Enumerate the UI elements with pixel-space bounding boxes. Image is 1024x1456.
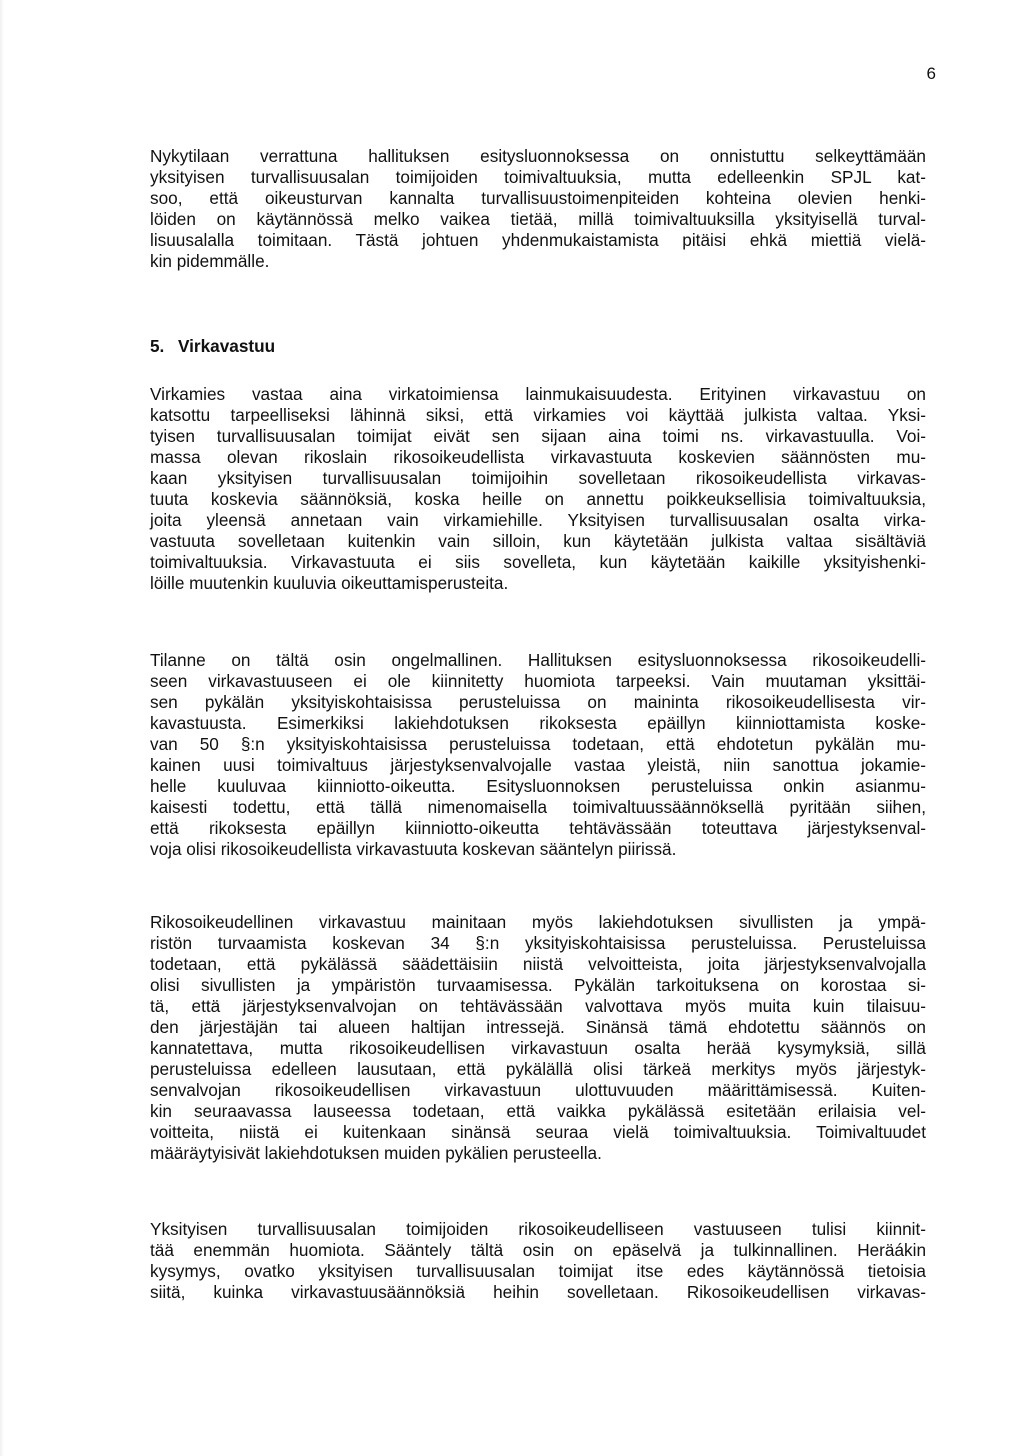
paragraph-line: kaan yksityisen turvallisuusalan toimijoihin sovelletaan rikosoikeudellista virkavas- — [150, 468, 926, 488]
paragraph-line: kin pidemmälle. — [150, 251, 270, 271]
paragraph-line: sen pykälän yksityiskohtaisissa perusteluissa on maininta rikosoikeudellisesta vir- — [150, 692, 926, 712]
paragraph-line: lisuusalalla toimitaan. Tästä johtuen yhdenmukaistamista pitäisi ehkä miettiä vielä- — [150, 230, 926, 250]
paragraph-line: tää enemmän huomiota. Sääntely tältä osin on epäselvä ja tulkinnallinen. Heräákin — [150, 1240, 926, 1260]
paragraph-line: olisi sivullisten ja ympäristön turvaamisessa. Pykälän tarkoituksena on korostaa si- — [150, 975, 926, 995]
scan-edge — [0, 0, 4, 1456]
paragraph-line: helle kuuluvaa kiinniotto-oikeutta. Esitysluonnoksen perusteluissa onkin asianmu- — [150, 776, 926, 796]
paragraph-line: joita yleensä annetaan vain virkamiehille. Yksityisen turvallisuusalan osalta virka- — [150, 510, 926, 530]
paragraph-line: tuuta koskevia säännöksiä, koska heille on annettu poikkeuksellisia toimivaltuuksia, — [150, 489, 926, 509]
paragraph-2 — [150, 384, 926, 594]
paragraph-line: katsottu tarpeelliseksi lähinnä siksi, että virkamies voi käyttää julkista valtaa. Yksi- — [150, 405, 926, 425]
paragraph-line: että rikoksesta epäillyn kiinniotto-oikeutta tehtävässään toteuttava järjestyksenval- — [150, 818, 926, 838]
paragraph-line: senvalvojan rikosoikeudellisen virkavastuun ulottuvuuden määrittämisessä. Kuiten- — [150, 1080, 926, 1100]
paragraph-line: Tilanne on tältä osin ongelmallinen. Hallituksen esitysluonnoksessa rikosoikeudelli- — [150, 650, 926, 670]
paragraph-line: soo, että oikeusturvan kannalta turvallisuustoimenpiteiden kohteina olevien henki- — [150, 188, 926, 208]
paragraph-line: Virkamies vastaa aina virkatoimiensa lainmukaisuudesta. Erityinen virkavastuu on — [150, 384, 926, 404]
paragraph-line: kavastuusta. Esimerkiksi lakiehdotuksen rikoksesta epäillyn kiinniottamista koske- — [150, 713, 926, 733]
paragraph-line: van 50 §:n yksityiskohtaisissa perusteluissa todetaan, että ehdotetun pykälän mu- — [150, 734, 926, 754]
paragraph-line: ristön turvaamista koskevan 34 §:n yksityiskohtaisissa perusteluissa. Perusteluissa — [150, 933, 926, 953]
paragraph-line: löille muutenkin kuuluvia oikeuttamisperusteita. — [150, 573, 509, 593]
paragraph-line: Nykytilaan verrattuna hallituksen esitysluonnoksessa on onnistuttu selkeyttämään — [150, 146, 926, 166]
paragraph-line: kin seuraavassa lauseessa todetaan, että vaikka pykälässä esitetään erilaisia vel- — [150, 1101, 926, 1121]
paragraph-1 — [150, 146, 926, 272]
page-number: 6 — [926, 64, 936, 83]
paragraph-line: löiden on käytännössä melko vaikea tietää, millä toimivaltuuksilla yksityisellä turval- — [150, 209, 926, 229]
paragraph-line: kaisesti todettu, että tällä nimenomaisella toimivaltuussäännöksellä pyritään siihen, — [150, 797, 926, 817]
paragraph-line: massa olevan rikoslain rikosoikeudellista virkavastuuta koskevien säännösten mu- — [150, 447, 926, 467]
paragraph-line: vastuuta sovelletaan kuitenkin vain silloin, kun käytetään julkista valtaa sisältäviä — [150, 531, 926, 551]
paragraph-line: voitteita, niistä ei kuitenkaan sinänsä seuraa vielä toimivaltuuksia. Toimivaltuudet — [150, 1122, 926, 1142]
paragraph-5 — [150, 1219, 926, 1303]
paragraph-line: yksityisen turvallisuusalan toimijoiden toimivaltuuksia, mutta edelleenkin SPJL kat- — [150, 167, 926, 187]
paragraph-line: perusteluissa edelleen lausutaan, että pykälällä olisi tärkeä merkitys myös järjestyk- — [150, 1059, 926, 1079]
paragraph-line: seen virkavastuuseen ei ole kiinnitetty huomiota tarpeeksi. Vain muutaman yksittäi- — [150, 671, 926, 691]
paragraph-line: Rikosoikeudellinen virkavastuu mainitaan myös lakiehdotuksen sivullisten ja ympä- — [150, 912, 926, 932]
section-title: Virkavastuu — [178, 336, 276, 356]
paragraph-line: tä, että järjestyksenvalvojan on tehtävässään valvottava myös muita kuin tilaisuu- — [150, 996, 926, 1016]
paragraph-line: kysymys, ovatko yksityisen turvallisuusalan toimijat itse edes käytännössä tietoisia — [150, 1261, 926, 1281]
section-heading — [150, 336, 275, 357]
paragraph-line: tyisen turvallisuusalan toimijat eivät sen sijaan aina toimi ns. virkavastuulla. Voi- — [150, 426, 926, 446]
paragraph-4 — [150, 912, 926, 1164]
paragraph-line: kannatettava, mutta rikosoikeudellisen virkavastuun osalta herää kysymyksiä, sillä — [150, 1038, 926, 1058]
paragraph-line: Yksityisen turvallisuusalan toimijoiden rikosoikeudelliseen vastuuseen tulisi kiinnit- — [150, 1219, 926, 1239]
section-number: 5. — [150, 336, 165, 356]
paragraph-line: toimivaltuuksia. Virkavastuuta ei siis sovelleta, kun käytetään kaikille yksityishenki- — [150, 552, 926, 572]
paragraph-line: kainen uusi toimivaltuus järjestyksenvalvojalle vastaa yleistä, niin sanottua jokamie- — [150, 755, 926, 775]
paragraph-line: siitä, kuinka virkavastuusäännöksiä heihin sovelletaan. Rikosoikeudellisen virkavas- — [150, 1282, 926, 1302]
paragraph-line: määräytyisivät lakiehdotuksen muiden pykälien perusteella. — [150, 1143, 602, 1163]
paragraph-line: todetaan, että pykälässä säädettäisiin niistä velvoitteista, joita järjestyksenvalvojalla — [150, 954, 926, 974]
paragraph-line: den järjestäjän tai alueen haltijan intressejä. Sinänsä tämä ehdotettu säännös on — [150, 1017, 926, 1037]
paragraph-line: voja olisi rikosoikeudellista virkavastuuta koskevan sääntelyn piirissä. — [150, 839, 677, 859]
paragraph-3 — [150, 650, 926, 860]
